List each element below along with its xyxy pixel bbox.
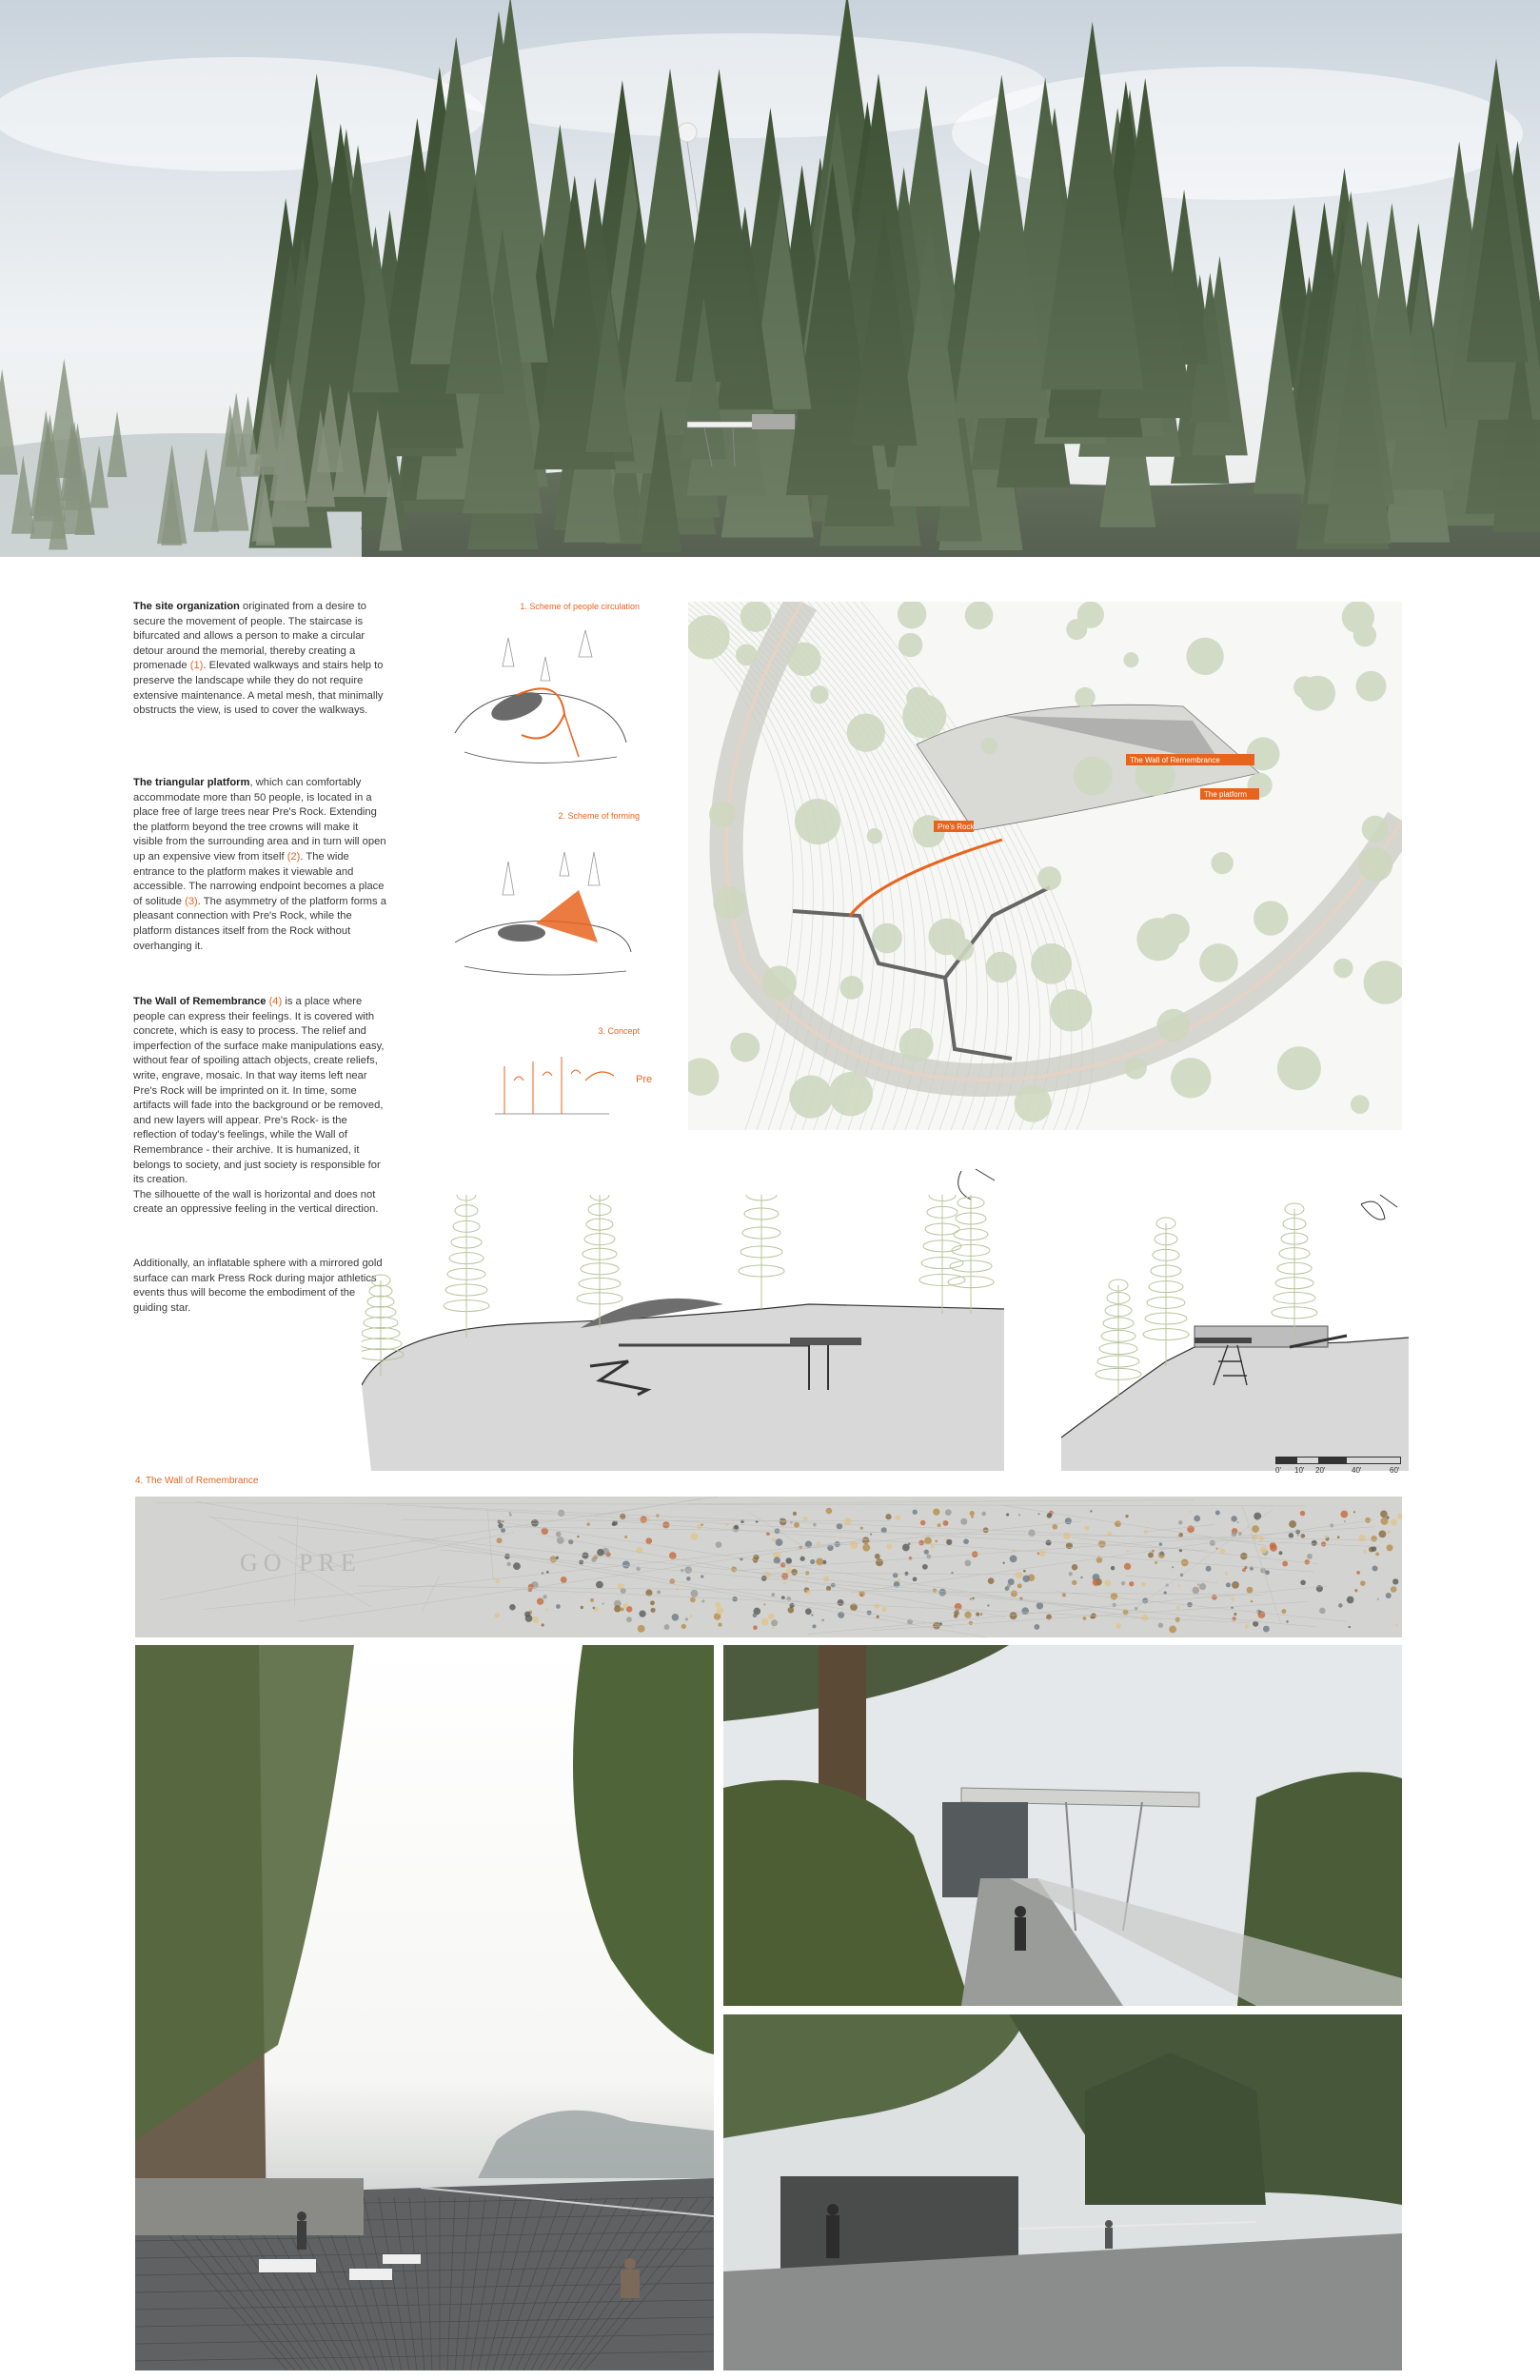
plan-label-platform-text: The platform [1204,790,1247,799]
walkway-render [723,1645,1402,2006]
walkway-render-drawing [723,1645,1402,2006]
wall-section-title: 4. The Wall of Remembrance [135,1476,259,1486]
circulation-diagram [445,628,636,771]
hero-forest-render [0,0,1540,557]
axonometric-drawing [688,602,1402,1130]
scale-labels [1275,1466,1409,1478]
plan-label-wall-text: The Wall of Remembrance [1130,756,1220,764]
section-a [362,1195,1004,1471]
scale-label-40: 40' [1352,1466,1362,1475]
scale-bar [1275,1457,1401,1464]
section-a-drawing [362,1195,1004,1471]
text: , which can comfortably accommodate more than 50 people, is located in a place free of large trees near Pre's Rock. Extending the platform beyond the tree crowns will make it visible from the surrounding area and in turn will open up an expensive view from itself [133,777,386,863]
triangular-platform-paragraph [133,776,388,954]
site-organization-lead: The site organization [133,601,240,612]
site-organization-paragraph [133,600,388,719]
concept-label: Pre [636,1074,653,1085]
scale-label-20: 20' [1315,1466,1326,1475]
diagram-2-caption: 2. Scheme of forming [558,811,640,821]
scale-label-60: 60' [1390,1466,1400,1475]
wall-lead: The Wall of Remembrance [133,996,267,1007]
text: The silhouette of the wall is horizontal and does not create an oppressive feeling in the vertical direction. [133,1188,379,1216]
inflatable-sphere-paragraph: Additionally, an inflatable sphere with a mirrored gold surface can mark Press Rock during major athletics events thus will become the embodiment of the guiding star. [133,1258,383,1314]
ref-2: (2) [286,850,301,863]
platform-render [135,1645,714,2370]
concept-diagram [495,1047,638,1123]
ref-1: (1) [189,660,204,672]
wall-approach-render [723,2014,1402,2370]
wall-of-remembrance-render [135,1497,1402,1637]
text: originated from a desire to secure the movement of people. The staircase is bifurcated and allows a person to make a circular detour around the memorial, thereby creating a promenade [133,601,366,672]
site-axonometric [688,602,1402,1130]
text: . The asymmetry of the platform forms a pleasant connection with Pre's Rock, while the platform distances itself from the Rock without overhanging it. [133,895,386,952]
forming-diagram [445,838,636,981]
scale-label-0: 0' [1275,1466,1281,1475]
scale-label-10: 10' [1294,1466,1305,1475]
text: is a place where people can express their feelings. It is covered with concrete, which is easy to process. The relief and imperfection of the surface make manipulations easy, without fear of spoiling attach objects, create reliefs, write, engrave, mosaic. In that way items left near Pre's Rock will be imprinted on it. In time, some artifacts will fade into the background or be removed, and new layers will appear. Pre's Rock- is the reflection of today's feelings, while the Wall of Remembrance - their archive. It is humanized, it belongs to society, and just society is responsible for its creation. [133,996,385,1186]
wall-of-remembrance-paragraph [133,995,388,1218]
platform-render-drawing [135,1645,714,2370]
wall-engraving: GO PRE [240,1549,362,1577]
wall-approach-render-drawing [723,2014,1402,2370]
section-b [1061,1195,1409,1471]
triangular-platform-lead: The triangular platform [133,777,250,788]
ref-4: (4) [266,996,283,1007]
text: . The wide entrance to the platform makes it viewable and accessible. The narrowing endpoint becomes a place of solitude [133,850,385,907]
text: . Elevated walkways and stairs help to preserve the landscape while they do not require extensive maintenance. A metal mesh, that minimally obstructs the view, is used to cover the walkways. [133,660,384,717]
forest-illustration [0,0,1540,557]
diagram-1-caption: 1. Scheme of people circulation [520,602,640,611]
wall-texture [135,1497,1402,1637]
diagram-3-caption: 3. Concept [598,1026,640,1036]
plan-label-rock-text: Pre's Rock [938,823,975,831]
ref-3: (3) [185,895,198,907]
section-b-drawing [1061,1195,1409,1471]
